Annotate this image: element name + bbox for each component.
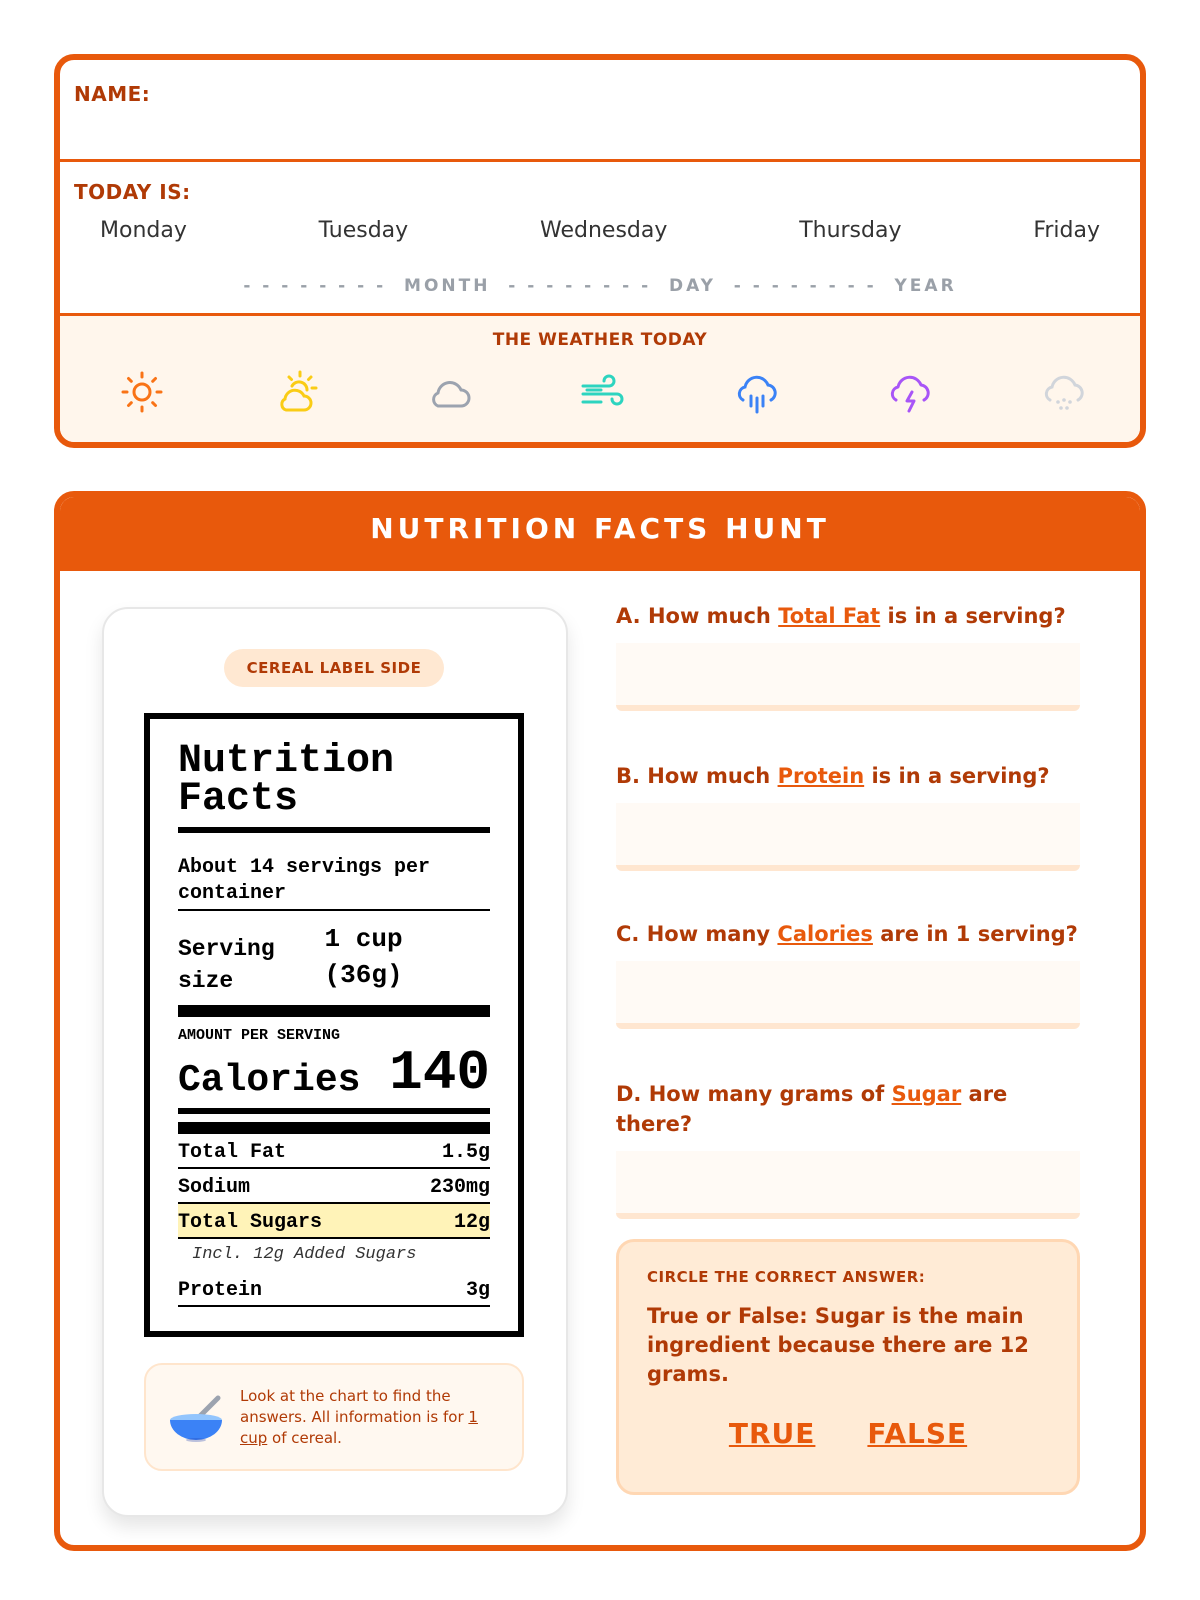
tip-box (144, 1363, 524, 1471)
serving-size-row (178, 911, 490, 1017)
question-post: is in a serving? (880, 604, 1066, 628)
answer-field[interactable] (616, 643, 1080, 711)
day-wednesday[interactable]: Wednesday (540, 218, 668, 243)
answer-field[interactable] (616, 803, 1080, 871)
calories-row (178, 1041, 490, 1114)
question-keyword: Protein (777, 764, 865, 788)
true-false-label: CIRCLE THE CORRECT ANSWER: (647, 1268, 926, 1286)
false-option[interactable]: FALSE (867, 1417, 968, 1450)
question-pre: How many (646, 922, 778, 946)
nutrition-hunt-card (54, 491, 1146, 1551)
amount-per-serving: AMOUNT PER SERVING (178, 1027, 341, 1044)
day-options (74, 218, 1126, 243)
question-post: are there? (616, 1082, 1008, 1136)
question-pre: How many grams of (648, 1082, 892, 1106)
question-pre: How much (647, 764, 778, 788)
question-letter: A. (616, 604, 641, 628)
tip-text-underlined: 1 cup (240, 1407, 478, 1447)
nutrient-name: Total Fat (178, 1141, 287, 1164)
name-label: NAME: (74, 82, 151, 106)
nutrient-value: 12g (453, 1211, 490, 1234)
serving-size-value: 1 cup (36g) (324, 924, 403, 990)
added-sugars-note: Incl. 12g Added Sugars (192, 1245, 417, 1264)
name-row[interactable] (60, 60, 1140, 162)
question-c (616, 919, 1080, 1029)
date-fill-line[interactable]: - - - - - - - - MONTH - - - - - - - - DAY - - - - - - - - YEAR (243, 276, 957, 296)
rain-icon[interactable] (729, 364, 785, 420)
true-option[interactable]: TRUE (728, 1417, 816, 1450)
nutrient-row (178, 1169, 490, 1204)
nutrient-name: Sodium (178, 1176, 251, 1199)
question-b (616, 761, 1080, 871)
weather-title: THE WEATHER TODAY (492, 330, 708, 350)
question-letter: C. (616, 922, 640, 946)
nutrient-value: 3g (465, 1279, 490, 1302)
question-post: is in a serving? (864, 764, 1050, 788)
nutrient-row-highlighted (178, 1204, 490, 1239)
tip-text-start: Look at the chart to find the answers. All information is for (240, 1386, 469, 1426)
question-text (616, 761, 1080, 791)
question-pre: How much (647, 604, 779, 628)
question-keyword: Total Fat (778, 604, 881, 628)
true-false-box (616, 1239, 1080, 1495)
true-false-options (647, 1417, 1049, 1450)
sun-icon[interactable] (114, 364, 170, 420)
servings-per-container: About 14 servings per container (178, 847, 490, 911)
question-keyword: Calories (777, 922, 873, 946)
serving-size-label: Serving size (178, 936, 275, 994)
header-card (54, 54, 1146, 448)
question-a (616, 601, 1080, 711)
storm-icon[interactable] (882, 364, 938, 420)
true-false-question: True or False: Sugar is the main ingredient because there are 12 grams. (647, 1304, 1029, 1386)
weather-icons (60, 350, 1140, 420)
label-divider (178, 1122, 490, 1134)
question-letter: D. (616, 1082, 642, 1106)
facts-title: Nutrition Facts (178, 743, 490, 833)
answer-field[interactable] (616, 961, 1080, 1029)
partly-cloudy-icon[interactable] (268, 364, 324, 420)
calories-value: 140 (389, 1041, 490, 1105)
question-text (616, 1079, 1080, 1139)
day-friday[interactable]: Friday (1033, 218, 1100, 243)
hunt-title: NUTRITION FACTS HUNT (60, 497, 1140, 571)
day-thursday[interactable]: Thursday (799, 218, 902, 243)
tip-text-end: of cereal. (267, 1428, 342, 1447)
wind-icon[interactable] (575, 364, 631, 420)
cereal-label-card (102, 607, 568, 1517)
nutrient-value: 1.5g (441, 1141, 490, 1164)
weather-section (60, 316, 1140, 442)
nutrient-row (178, 1272, 490, 1307)
day-monday[interactable]: Monday (100, 218, 187, 243)
question-post: are in 1 serving? (872, 922, 1078, 946)
question-text (616, 601, 1080, 631)
question-keyword: Sugar (891, 1082, 962, 1106)
today-label: TODAY IS: (74, 180, 191, 204)
tip-text (240, 1386, 506, 1449)
nutrient-name: Protein (178, 1279, 263, 1302)
day-tuesday[interactable]: Tuesday (318, 218, 409, 243)
nutrient-name: Total Sugars (178, 1211, 323, 1234)
date-row (60, 162, 1140, 316)
nutrient-row (178, 1134, 490, 1169)
question-d (616, 1079, 1080, 1219)
question-text (616, 919, 1080, 949)
nutrition-facts-label (144, 713, 524, 1337)
label-side-pill: CEREAL LABEL SIDE (224, 649, 444, 687)
snow-icon[interactable] (1036, 364, 1092, 420)
answer-field[interactable] (616, 1151, 1080, 1219)
calories-label: Calories (178, 1059, 361, 1102)
nutrient-value: 230mg (429, 1176, 490, 1199)
cereal-bowl-icon (166, 1386, 228, 1448)
question-letter: B. (616, 764, 640, 788)
cloud-icon[interactable] (421, 364, 477, 420)
